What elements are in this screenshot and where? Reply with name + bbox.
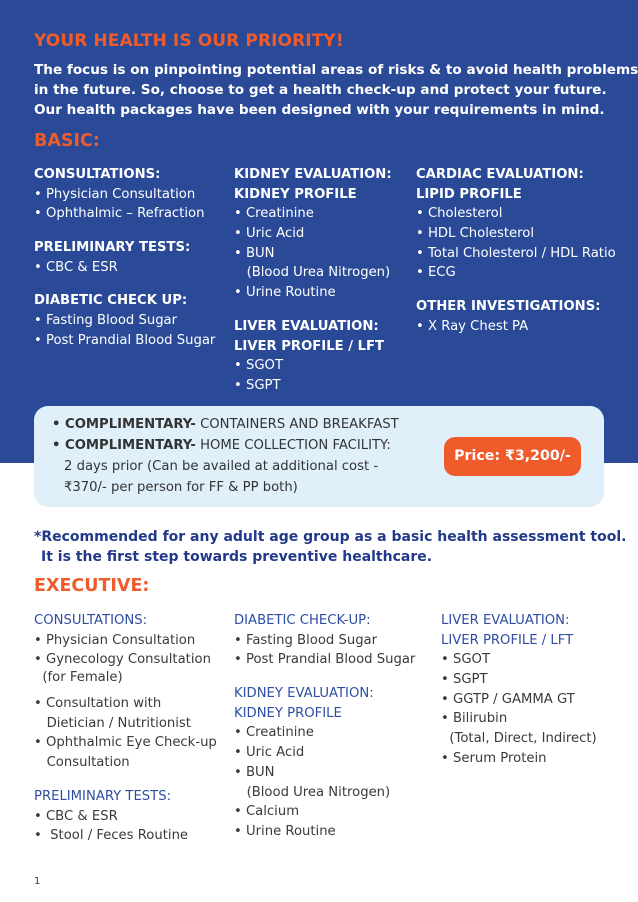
list-item: • BUN xyxy=(234,245,275,261)
page-title: YOUR HEALTH IS OUR PRIORITY! xyxy=(34,31,344,51)
list-item: • Fasting Blood Sugar xyxy=(234,632,378,648)
executive-title: EXECUTIVE: xyxy=(34,576,150,596)
complimentary-text: CONTAINERS AND BREAKFAST xyxy=(195,417,399,432)
list-item: (Blood Urea Nitrogen) xyxy=(234,265,391,281)
preliminary-tests-heading: PRELIMINARY TESTS: xyxy=(34,788,172,804)
list-item: • HDL Cholesterol xyxy=(416,226,535,242)
preliminary-tests-heading: PRELIMINARY TESTS: xyxy=(34,240,191,256)
intro-line: Our health packages have been designed with your requirements in mind. xyxy=(34,102,605,118)
list-item-continuation: ₹370/- per person for FF & PP both) xyxy=(64,480,298,495)
list-item: • GGTP / GAMMA GT xyxy=(441,691,575,707)
intro-line: in the future. So, choose to get a health check-up and protect your future. xyxy=(34,82,607,98)
recommendation-note xyxy=(34,527,626,567)
list-item: • CBC & ESR xyxy=(34,259,118,275)
list-item: • SGPT xyxy=(441,672,488,688)
kidney-subheading: KIDNEY PROFILE xyxy=(234,186,357,202)
list-item-continuation: (Total, Direct, Indirect) xyxy=(441,731,597,747)
intro-text xyxy=(34,60,638,120)
cardiac-heading: CARDIAC EVALUATION: xyxy=(416,167,584,182)
list-item-continuation: 2 days prior (Can be availed at additional cost - xyxy=(64,459,379,474)
list-item-continuation: (Blood Urea Nitrogen) xyxy=(234,784,391,800)
recommendation-line: It is the first step towards preventive healthcare. xyxy=(41,549,433,565)
list-item: • CBC & ESR xyxy=(34,808,118,824)
other-investigations-heading: OTHER INVESTIGATIONS: xyxy=(416,299,601,315)
kidney-heading: KIDNEY EVALUATION: xyxy=(234,686,374,702)
executive-col-2 xyxy=(234,611,415,842)
list-item xyxy=(52,414,399,435)
list-item: • BUN xyxy=(234,764,275,780)
list-item: • SGPT xyxy=(234,377,281,393)
list-item: • Serum Protein xyxy=(441,750,547,766)
complimentary-label: • COMPLIMENTARY- xyxy=(52,438,196,453)
list-item: • Uric Acid xyxy=(234,226,305,242)
price-badge: Price: ₹3,200/- xyxy=(444,437,581,476)
list-item: • Ophthalmic – Refraction xyxy=(34,206,205,222)
intro-line: The focus is on pinpointing potential areas of risks & to avoid health problems xyxy=(34,62,638,78)
kidney-heading: KIDNEY EVALUATION: xyxy=(234,167,392,182)
list-item: • ECG xyxy=(416,265,456,281)
complimentary-label: • COMPLIMENTARY- xyxy=(52,417,196,432)
list-item: • Ophthalmic Eye Check-up xyxy=(34,735,217,751)
list-item: • Consultation with xyxy=(34,696,162,712)
complimentary-text: HOME COLLECTION FACILITY: xyxy=(195,438,391,453)
list-item: • Fasting Blood Sugar xyxy=(34,313,178,329)
list-item: • Stool / Feces Routine xyxy=(34,828,189,844)
list-item: • Physician Consultation xyxy=(34,186,196,202)
list-item: • Urine Routine xyxy=(234,823,336,839)
list-item: • Urine Routine xyxy=(234,285,336,301)
complimentary-list xyxy=(52,414,399,498)
list-item: • Creatinine xyxy=(234,206,314,222)
kidney-subheading: KIDNEY PROFILE xyxy=(234,705,342,721)
list-item-continuation: Dietician / Nutritionist xyxy=(34,715,191,731)
diabetic-heading: DIABETIC CHECK-UP: xyxy=(234,613,371,628)
list-item: • Post Prandial Blood Sugar xyxy=(234,652,416,668)
diabetic-heading: DIABETIC CHECK UP: xyxy=(34,293,188,309)
liver-heading: LIVER EVALUATION: xyxy=(234,318,379,334)
list-item-continuation: (for Female) xyxy=(34,670,123,686)
basic-col-2 xyxy=(234,165,392,396)
executive-col-1 xyxy=(34,611,217,846)
liver-heading: LIVER EVALUATION: xyxy=(441,613,570,628)
list-item: • Total Cholesterol / HDL Ratio xyxy=(416,245,616,261)
liver-subheading: LIVER PROFILE / LFT xyxy=(441,632,574,648)
list-item: • Cholesterol xyxy=(416,206,503,222)
list-item: • Physician Consultation xyxy=(34,632,196,648)
list-item: • SGOT xyxy=(234,358,283,374)
list-item: • Post Prandial Blood Sugar xyxy=(34,332,216,348)
list-item: • Calcium xyxy=(234,804,300,820)
list-item: • SGOT xyxy=(441,652,490,668)
list-item: • X Ray Chest PA xyxy=(416,318,529,334)
recommendation-line: *Recommended for any adult age group as a basic health assessment tool. xyxy=(34,529,627,545)
basic-col-3 xyxy=(416,165,616,337)
basic-col-1 xyxy=(34,165,215,351)
consultations-heading: CONSULTATIONS: xyxy=(34,613,148,628)
list-item: • Bilirubin xyxy=(441,711,508,727)
page-number: 1 xyxy=(34,876,41,887)
basic-title: BASIC: xyxy=(34,131,100,151)
executive-col-3 xyxy=(441,611,597,769)
liver-subheading: LIVER PROFILE / LFT xyxy=(234,338,385,354)
list-item: • Gynecology Consultation xyxy=(34,652,211,668)
list-item-continuation: Consultation xyxy=(34,755,130,771)
cardiac-subheading: LIPID PROFILE xyxy=(416,186,522,202)
consultations-heading: CONSULTATIONS: xyxy=(34,167,161,182)
list-item: • Creatinine xyxy=(234,725,314,741)
list-item xyxy=(52,435,399,456)
list-item: • Uric Acid xyxy=(234,745,305,761)
